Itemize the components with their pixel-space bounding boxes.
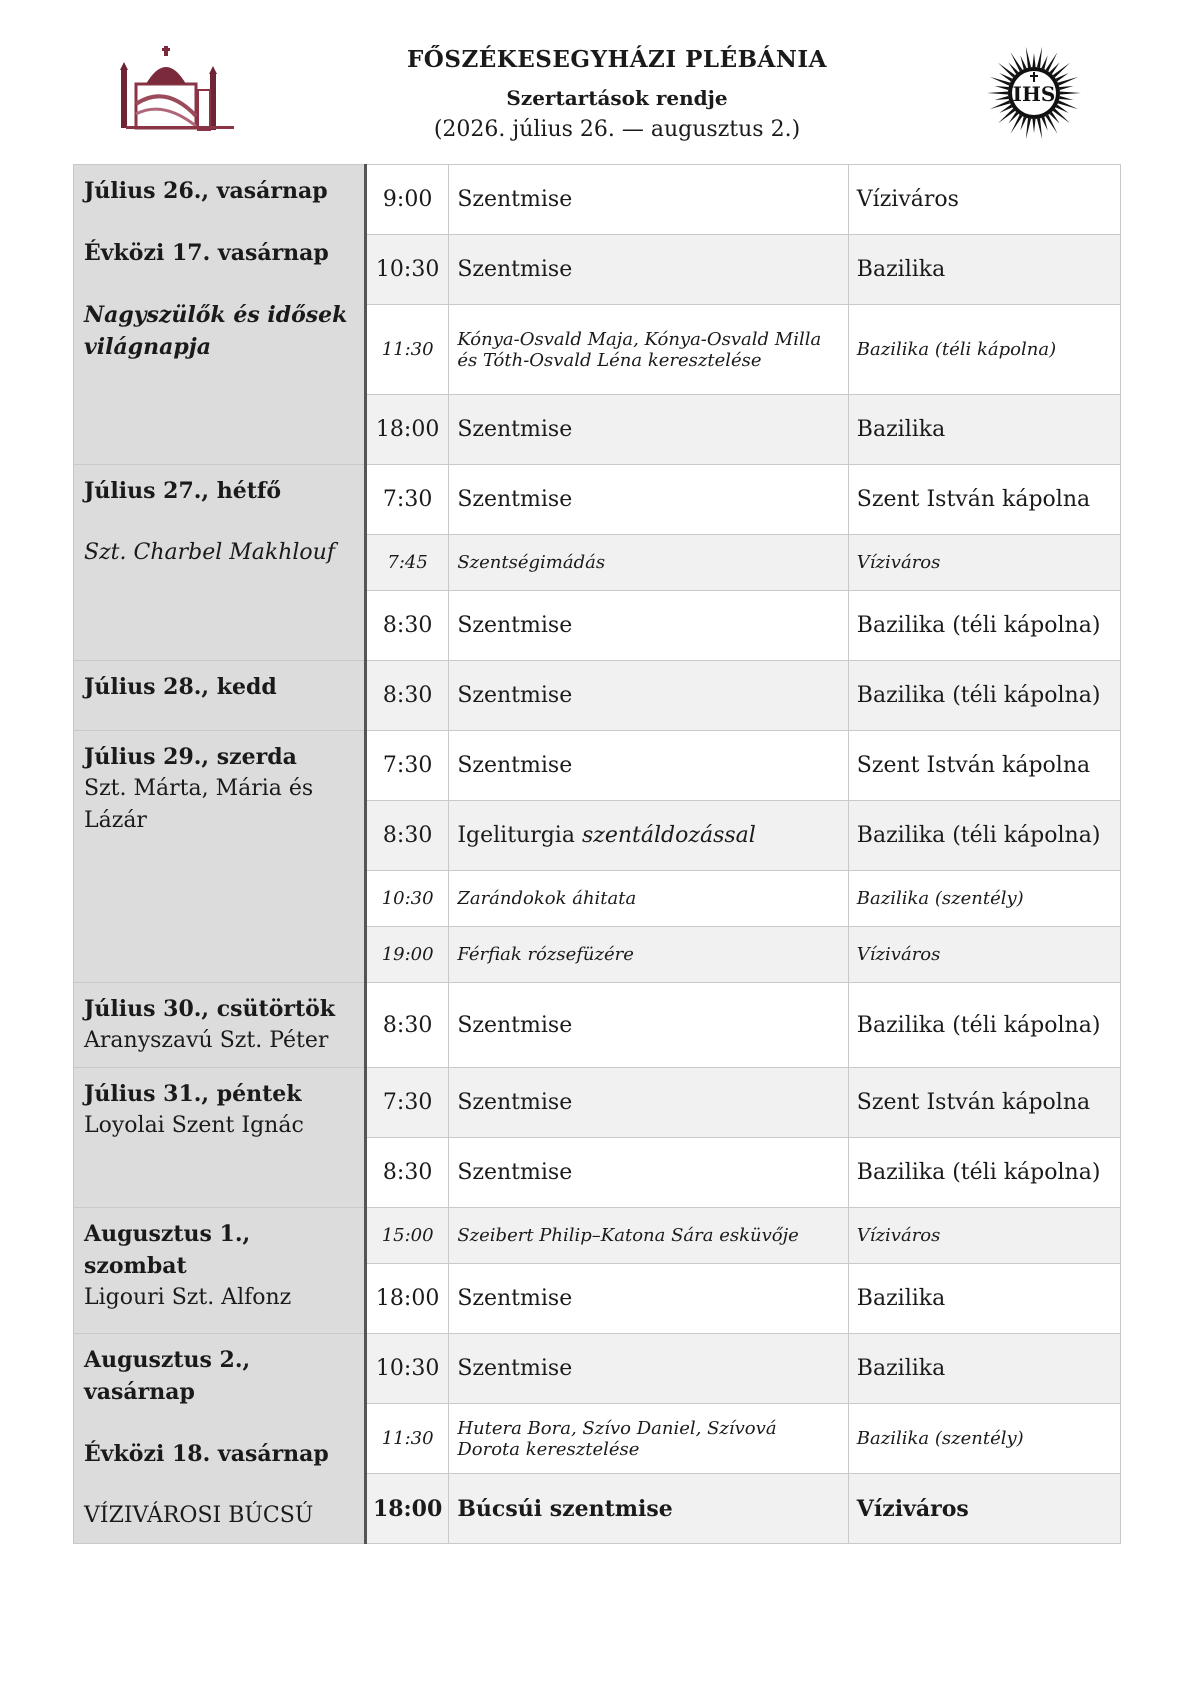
date-range: (2026. július 26. — augusztus 2.): [433, 117, 801, 142]
day-feast: Évközi 17. vasárnap: [84, 240, 329, 266]
place-cell: Bazilika (téli kápolna): [848, 591, 1120, 661]
sun-ray: [1041, 117, 1047, 131]
event-cell: [449, 983, 848, 1068]
sun-ray: [1037, 47, 1042, 68]
event-name: Szentmise: [457, 1356, 573, 1381]
sun-ray: [1032, 119, 1035, 133]
table-row: [74, 1334, 1121, 1404]
day-feast: Loyolai Szent Ignác: [84, 1113, 304, 1138]
day-cell: [74, 465, 366, 661]
event-cell: [449, 1264, 848, 1334]
place-cell: Víziváros: [848, 1208, 1120, 1264]
day-date: Július 29., szerda: [84, 744, 297, 770]
sun-ray: [1032, 53, 1035, 67]
event-name: Szentmise: [457, 417, 573, 442]
sun-ray: [1037, 118, 1042, 139]
event-name: Szentségimádás: [457, 552, 606, 573]
sun-ray: [995, 86, 1009, 90]
place-cell: Bazilika: [848, 395, 1120, 465]
event-name: Zarándokok áhitata: [457, 888, 637, 909]
ihs-text: IHS: [1012, 82, 1056, 106]
event-name: Búcsúi szentmise: [457, 1495, 673, 1522]
event-cell: [449, 235, 848, 305]
time-cell: 18:00: [365, 1264, 448, 1334]
sun-ray: [1046, 52, 1058, 71]
sun-ray: [998, 63, 1015, 78]
time-cell: 10:30: [365, 871, 448, 927]
time-cell: 10:30: [365, 235, 448, 305]
event-cell: [449, 1208, 848, 1264]
event-cell: [449, 535, 848, 591]
time-cell: 9:00: [365, 165, 448, 235]
day-cell: [74, 731, 366, 983]
day-feast: Nagyszülők és idősek világnapja: [84, 302, 348, 360]
spacer: [84, 1470, 354, 1500]
event-name: Szentmise: [457, 753, 573, 778]
day-feast: VÍZIVÁROSI BÚCSÚ: [84, 1503, 314, 1528]
time-cell: 18:00: [365, 395, 448, 465]
sun-ray: [1053, 108, 1070, 123]
event-name: Szentmise: [457, 683, 573, 708]
event-name: Szentmise: [457, 1012, 573, 1038]
table-row: [74, 165, 1121, 235]
event-name: Kónya-Osvald Maja, Kónya-Osvald Milla és Tóth-Osvald Léna keresztelése: [457, 328, 822, 371]
place-cell: Bazilika (téli kápolna): [848, 1138, 1120, 1208]
event-name: Szentmise: [457, 487, 573, 512]
event-name: Szentmise: [457, 257, 573, 282]
sun-ray: [995, 96, 1009, 100]
place-cell: Bazilika: [848, 1264, 1120, 1334]
page-header: [0, 0, 1200, 160]
event-cell: [449, 661, 848, 731]
day-date: Július 28., kedd: [84, 674, 277, 700]
place-cell: Bazilika (szentély): [848, 871, 1120, 927]
sun-ray: [1011, 52, 1023, 71]
spacer: [84, 1408, 354, 1438]
event-name: Igeliturgia: [457, 823, 575, 848]
day-feast: Szt. Charbel Makhlouf: [84, 540, 335, 565]
time-cell: 7:45: [365, 535, 448, 591]
place-cell: Bazilika (téli kápolna): [848, 661, 1120, 731]
day-cell: [74, 1334, 366, 1544]
day-date: Augusztus 2., vasárnap: [84, 1347, 251, 1405]
day-date: Július 31., péntek: [84, 1081, 302, 1107]
day-feast: Ligouri Szt. Alfonz: [84, 1285, 292, 1310]
event-cell: [449, 871, 848, 927]
event-cell: [449, 927, 848, 983]
time-cell: 7:30: [365, 731, 448, 801]
time-cell: 8:30: [365, 801, 448, 871]
day-date: Július 30., csütörtök: [84, 996, 336, 1022]
ihs-emblem-icon: [985, 44, 1083, 142]
event-name: Szentmise: [457, 1160, 573, 1185]
table-row: [74, 661, 1121, 731]
sun-ray: [1059, 86, 1073, 90]
day-cell: [74, 983, 366, 1068]
event-cell: [449, 1138, 848, 1208]
time-cell: 7:30: [365, 1068, 448, 1138]
sun-ray: [1059, 96, 1073, 100]
place-cell: Bazilika (téli kápolna): [848, 305, 1120, 395]
event-cell: [449, 395, 848, 465]
day-date: Július 26., vasárnap: [84, 178, 328, 204]
day-date: Augusztus 1., szombat: [84, 1221, 251, 1279]
place-cell: Szent István kápolna: [848, 731, 1120, 801]
event-cell: [449, 465, 848, 535]
time-cell: 8:30: [365, 983, 448, 1068]
place-cell: Szent István kápolna: [848, 1068, 1120, 1138]
spacer: [84, 507, 354, 537]
time-cell: 8:30: [365, 591, 448, 661]
day-feast: Évközi 18. vasárnap: [84, 1441, 329, 1467]
table-row: [74, 983, 1121, 1068]
event-name: Szentmise: [457, 1286, 573, 1311]
table-row: [74, 1068, 1121, 1138]
spacer: [84, 269, 354, 299]
page-title: FŐSZÉKESEGYHÁZI PLÉBÁNIA: [406, 46, 828, 73]
event-cell: [449, 305, 848, 395]
event-name: Hutera Bora, Szívo Daniel, Szívová Dorota keresztelése: [457, 1417, 777, 1460]
event-name: Férfiak rózsefüzére: [457, 944, 634, 965]
place-cell: Víziváros: [848, 927, 1120, 983]
event-cell: [449, 1334, 848, 1404]
day-cell: [74, 661, 366, 731]
sun-ray: [1046, 115, 1058, 134]
place-cell: Bazilika (szentély): [848, 1404, 1120, 1474]
event-cell: [449, 801, 848, 871]
event-extra: szentáldozással: [581, 823, 756, 848]
place-cell: Bazilika (téli kápolna): [848, 801, 1120, 871]
place-cell: Bazilika: [848, 1334, 1120, 1404]
time-cell: 7:30: [365, 465, 448, 535]
place-cell: Víziváros: [848, 535, 1120, 591]
event-name: Szentmise: [457, 187, 573, 212]
time-cell: 15:00: [365, 1208, 448, 1264]
event-cell: [449, 1068, 848, 1138]
place-cell: Bazilika (téli kápolna): [848, 983, 1120, 1068]
sun-ray: [1026, 118, 1031, 139]
sun-ray: [1060, 91, 1081, 94]
day-date: Július 27., hétfő: [84, 478, 282, 504]
sun-ray: [1026, 47, 1031, 68]
time-cell: 8:30: [365, 661, 448, 731]
day-cell: [74, 1208, 366, 1334]
place-cell: Víziváros: [848, 1474, 1120, 1544]
day-feast: Szt. Márta, Mária és Lázár: [84, 776, 314, 833]
time-cell: 18:00: [365, 1474, 448, 1544]
event-name: Szentmise: [457, 613, 573, 638]
page-subtitle: Szertartások rendje: [506, 86, 728, 110]
schedule-table: [73, 164, 1121, 1544]
event-cell: [449, 731, 848, 801]
place-cell: Szent István kápolna: [848, 465, 1120, 535]
spacer: [84, 207, 354, 237]
table-row: [74, 465, 1121, 535]
sun-ray: [1020, 117, 1026, 131]
event-name: Szeibert Philip–Katona Sára esküvője: [457, 1225, 799, 1246]
event-cell: [449, 165, 848, 235]
event-cell: [449, 1404, 848, 1474]
day-cell: [74, 165, 366, 465]
time-cell: 19:00: [365, 927, 448, 983]
time-cell: 11:30: [365, 305, 448, 395]
sun-ray: [987, 91, 1008, 94]
sun-ray: [1053, 63, 1070, 78]
event-cell: [449, 1474, 848, 1544]
time-cell: 10:30: [365, 1334, 448, 1404]
day-feast: Aranyszavú Szt. Péter: [84, 1028, 329, 1053]
time-cell: 11:30: [365, 1404, 448, 1474]
place-cell: Víziváros: [848, 165, 1120, 235]
sun-ray: [1020, 55, 1026, 69]
table-row: [74, 731, 1121, 801]
table-row: [74, 1208, 1121, 1264]
place-cell: Bazilika: [848, 235, 1120, 305]
day-cell: [74, 1068, 366, 1208]
sun-ray: [1041, 55, 1047, 69]
time-cell: 8:30: [365, 1138, 448, 1208]
sun-ray: [998, 108, 1015, 123]
event-name: Szentmise: [457, 1090, 573, 1115]
sun-ray: [1011, 115, 1023, 134]
event-cell: [449, 591, 848, 661]
